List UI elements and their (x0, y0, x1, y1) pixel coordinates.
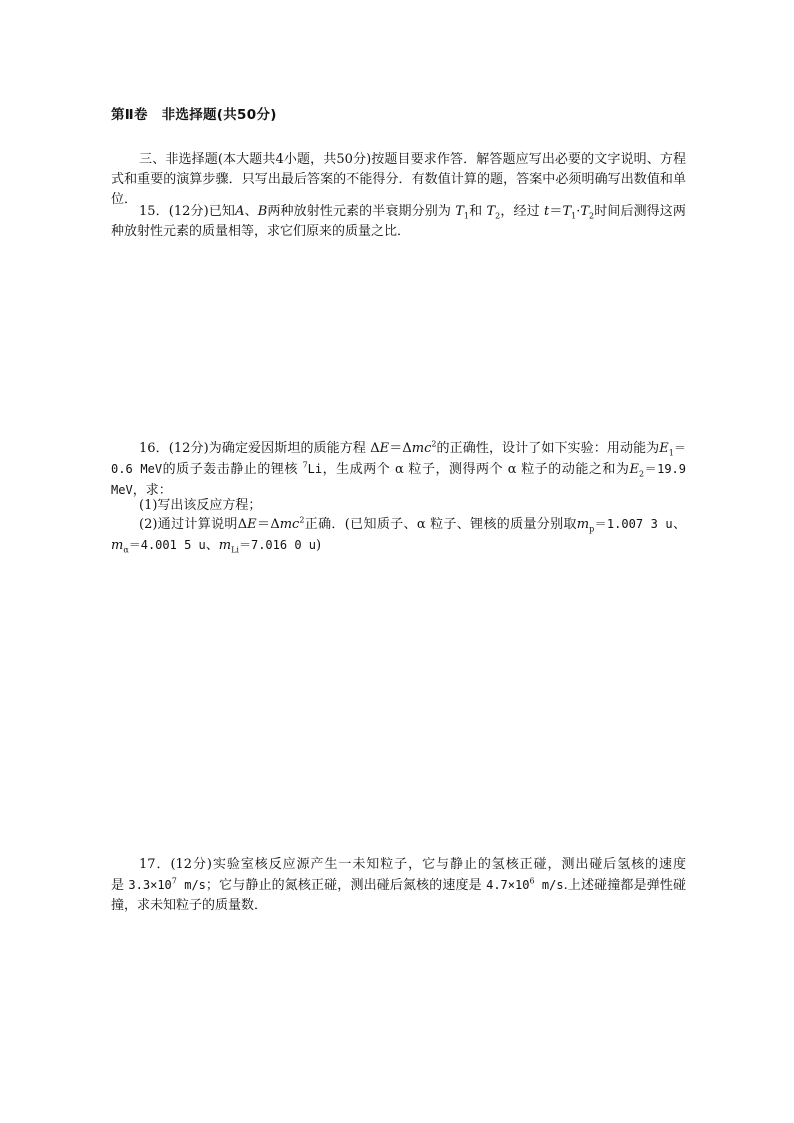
q15-equals: ＝ (549, 204, 563, 219)
q15-var-b: B (257, 204, 268, 219)
q16-ma-value: ＝4.001 5 u (128, 538, 206, 552)
q15-text: 时间后测得这两种放射性元素的质量相等，求它们原来的质量之比． (111, 204, 686, 239)
q15-points: (12分) (168, 204, 209, 219)
q16-text: 为确定爱因斯坦的质能方程 (208, 441, 366, 456)
q17-v2-value: 4.7×10 (486, 878, 530, 892)
q15-text: 两种放射性元素的半衰期分别为 (267, 204, 451, 219)
q16-var-mli-sub: Li (231, 545, 239, 555)
q15-var-t2: T (486, 204, 496, 219)
q16-var-e: E (379, 441, 390, 456)
q16-text: ，生成两个 (322, 462, 391, 477)
q15-text: 和 (469, 204, 483, 219)
q16-text: 的质子轰击静止的锂核 (162, 462, 298, 477)
q16-var-e1-sub: 1 (668, 448, 674, 458)
q17-points: (12分) (170, 857, 213, 872)
q17-v1-exponent: 7 (171, 876, 177, 886)
q15-var-t1-sub: 1 (571, 211, 577, 221)
q16-var-m: m (411, 441, 425, 456)
q16-alpha: α (394, 462, 404, 477)
question-16-part-2: (2)通过计算说明ΔE＝Δmc$^2$正确．(已知质子、α 粒子、锂核的质量分别取$m_p=1.007$ 3 u、$m_\alpha=4.001$ 5 u、$m_{Li}=7.016$ 0 u) (111, 515, 686, 555)
q16-var-mp: m (576, 517, 590, 532)
q15-text: ，经过 (500, 204, 540, 219)
q16-number: 16． (139, 441, 169, 456)
q16-li-symbol: Li (307, 462, 323, 476)
q16-text: 粒子的动能之和为 (521, 462, 630, 477)
q16-delta: Δ (402, 441, 412, 456)
q15-dot: · (576, 204, 581, 219)
q16-var-ma: m (111, 538, 124, 553)
q16-mp-value: ＝1.007 3 u (594, 517, 673, 531)
q16-delta: Δ (237, 517, 248, 532)
question-16-part-1: (1)写出该反应方程； (139, 498, 262, 513)
q16-close-paren: ) (316, 538, 322, 553)
q16-var-c: c (424, 441, 432, 456)
q15-var-t1: T (562, 204, 572, 219)
q16-var-e: E (247, 517, 257, 532)
q16-text: 粒子，测得两个 (408, 462, 504, 477)
q15-var-t1: T (455, 204, 464, 219)
q16-li-mass-number: 7 (302, 460, 308, 470)
q15-number: 15． (139, 204, 169, 219)
q16-mli-value: ＝7.016 0 u (238, 538, 317, 552)
q16-part2-text: 粒子、锂核的质量分别取 (430, 517, 577, 532)
q16-equals: ＝ (256, 517, 271, 532)
q15-var-time: t (543, 204, 550, 219)
q16-var-e1: E (659, 441, 669, 456)
q15-var-t2-sub: 2 (589, 211, 595, 221)
q15-sep: 、 (244, 204, 258, 219)
question-16 (111, 438, 686, 501)
q17-text: 实验室核反应源产生一未知粒子，它与静止的氢核正碰，测出碰后氢核的速度是 (111, 857, 687, 893)
q16-part2-text: (2)通过计算说明 (139, 517, 238, 532)
question-17 (111, 855, 686, 916)
q17-v1-value: 3.3×10 (128, 878, 172, 892)
q17-v2-exponent: 6 (529, 876, 535, 886)
q17-text: ；它与静止的氮核正碰，测出碰后氮核的速度是 (205, 878, 482, 893)
q16-delta: Δ (370, 441, 380, 456)
q16-e2-value: ＝19.9 MeV (111, 462, 686, 497)
q16-e1-value: ＝0.6 MeV (111, 441, 686, 476)
q16-square: 2 (431, 439, 437, 449)
q16-points: (12分) (168, 441, 209, 456)
q16-alpha: α (507, 462, 517, 477)
q16-var-e2-sub: 2 (638, 469, 645, 479)
q16-var-e2: E (629, 462, 639, 477)
q16-text: ，求： (132, 483, 172, 498)
q17-unit: m/s (176, 878, 206, 892)
q16-alpha: α (416, 517, 426, 532)
q16-delta: Δ (270, 517, 280, 532)
q16-var-m: m (279, 517, 293, 532)
q16-var-c: c (292, 517, 300, 532)
q17-unit: m/s (534, 878, 564, 892)
question-15 (111, 202, 686, 242)
q17-number: 17． (139, 857, 171, 872)
q16-var-mp-sub: p (589, 524, 595, 534)
q15-var-a: A (235, 204, 245, 219)
q15-var-t2-sub: 2 (495, 211, 501, 221)
q16-var-ma-sub: α (123, 545, 129, 555)
q15-text: 已知 (208, 204, 236, 219)
q16-square: 2 (299, 515, 305, 525)
q15-var-t1-sub: 1 (463, 211, 469, 221)
section-title: 第Ⅱ卷 非选择题(共50分) (111, 107, 277, 123)
q16-part2-text: 正确．(已知质子、 (304, 517, 417, 532)
q17-text: .上述碰撞都是弹性碰撞，求未知粒子的质量数． (111, 878, 686, 913)
instructions-paragraph (111, 150, 686, 210)
q16-var-mli: m (218, 538, 232, 553)
q15-var-t2: T (580, 204, 590, 219)
instructions-text: 三、非选择题(本大题共4小题，共50分)按题目要求作答．解答题应写出必要的文字说明、方程式和重要的演算步骤．只写出最后答案的不能得分．有数值计算的题，答案中必须明确写出数值和单位． (111, 152, 686, 207)
q16-text: 的正确性，设计了如下实验：用动能为 (436, 441, 660, 456)
q16-equals: ＝ (389, 441, 403, 456)
